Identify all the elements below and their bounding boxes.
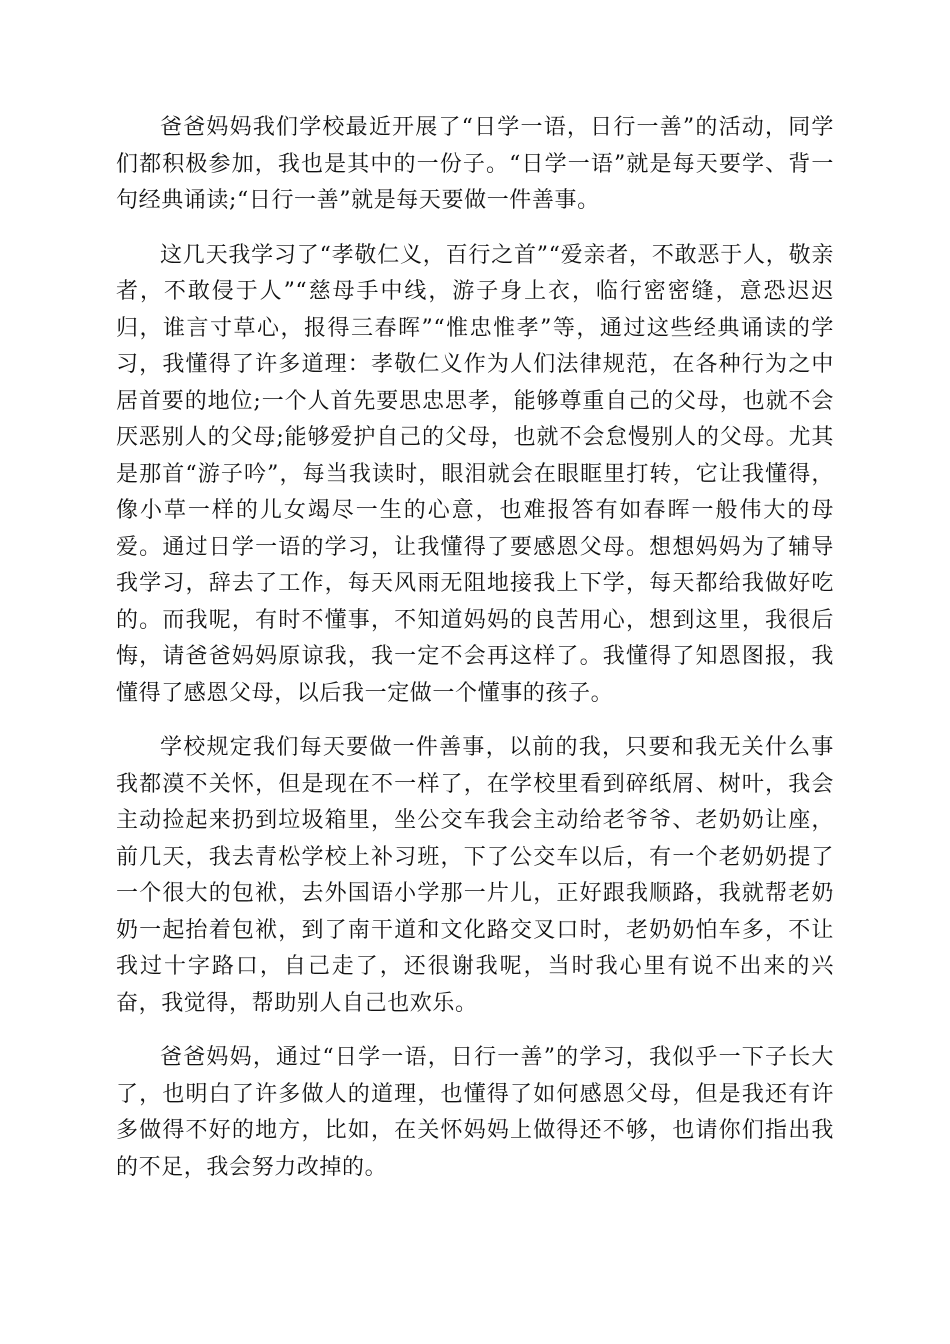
paragraph-3: 学校规定我们每天要做一件善事，以前的我，只要和我无关什么事我都漠不关怀，但是现在不一样了，在学校里看到碎纸屑、树叶，我会主动捡起来扔到垃圾箱里，坐公交车我会主动给老爷爷、老奶奶让座，前几天，我去青松学校上补习班，下了公交车以后，有一个老奶奶提了一个很大的包袱，去外国语小学那一片儿，正好跟我顺路，我就帮老奶奶一起抬着包袱，到了南干道和文化路交叉口时，老奶奶怕车多，不让我过十字路口，自己走了，还很谢我呢，当时我心里有说不出来的兴奋，我觉得，帮助别人自己也欢乐。 — [116, 735, 834, 1016]
paragraph-4: 爸爸妈妈，通过“日学一语，日行一善”的学习，我似乎一下子长大了，也明白了许多做人的道理，也懂得了如何感恩父母，但是我还有许多做得不好的地方，比如，在关怀妈妈上做得还不够，也请你们指出我的不足，我会努力改掉的。 — [116, 1045, 834, 1180]
paragraph-2: 这几天我学习了“孝敬仁义，百行之首”“爱亲者，不敢恶于人，敬亲者，不敢侵于人”“慈母手中线，游子身上衣，临行密密缝，意恐迟迟归，谁言寸草心，报得三春晖”“惟忠惟孝”等，通过这些经典诵读的学习，我懂得了许多道理：孝敬仁义作为人们法律规范，在各种行为之中居首要的地位;一个人首先要思忠思孝，能够尊重自己的父母，也就不会厌恶别人的父母;能够爱护自己的父母，也就不会怠慢别人的父母。尤其是那首“游子吟”，每当我读时，眼泪就会在眼眶里打转，它让我懂得，像小草一样的儿女竭尽一生的心意，也难报答有如春晖一般伟大的母爱。通过日学一语的学习，让我懂得了要感恩父母。想想妈妈为了辅导我学习，辞去了工作，每天风雨无阻地接我上下学，每天都给我做好吃的。而我呢，有时不懂事，不知道妈妈的良苦用心，想到这里，我很后悔，请爸爸妈妈原谅我，我一定不会再这样了。我懂得了知恩图报，我懂得了感恩父母，以后我一定做一个懂事的孩子。 — [116, 242, 834, 706]
document-body — [116, 110, 834, 1204]
paragraph-1: 爸爸妈妈我们学校最近开展了“日学一语，日行一善”的活动，同学们都积极参加，我也是其中的一份子。“日学一语”就是每天要学、背一句经典诵读;“日行一善”就是每天要做一件善事。 — [116, 115, 834, 213]
